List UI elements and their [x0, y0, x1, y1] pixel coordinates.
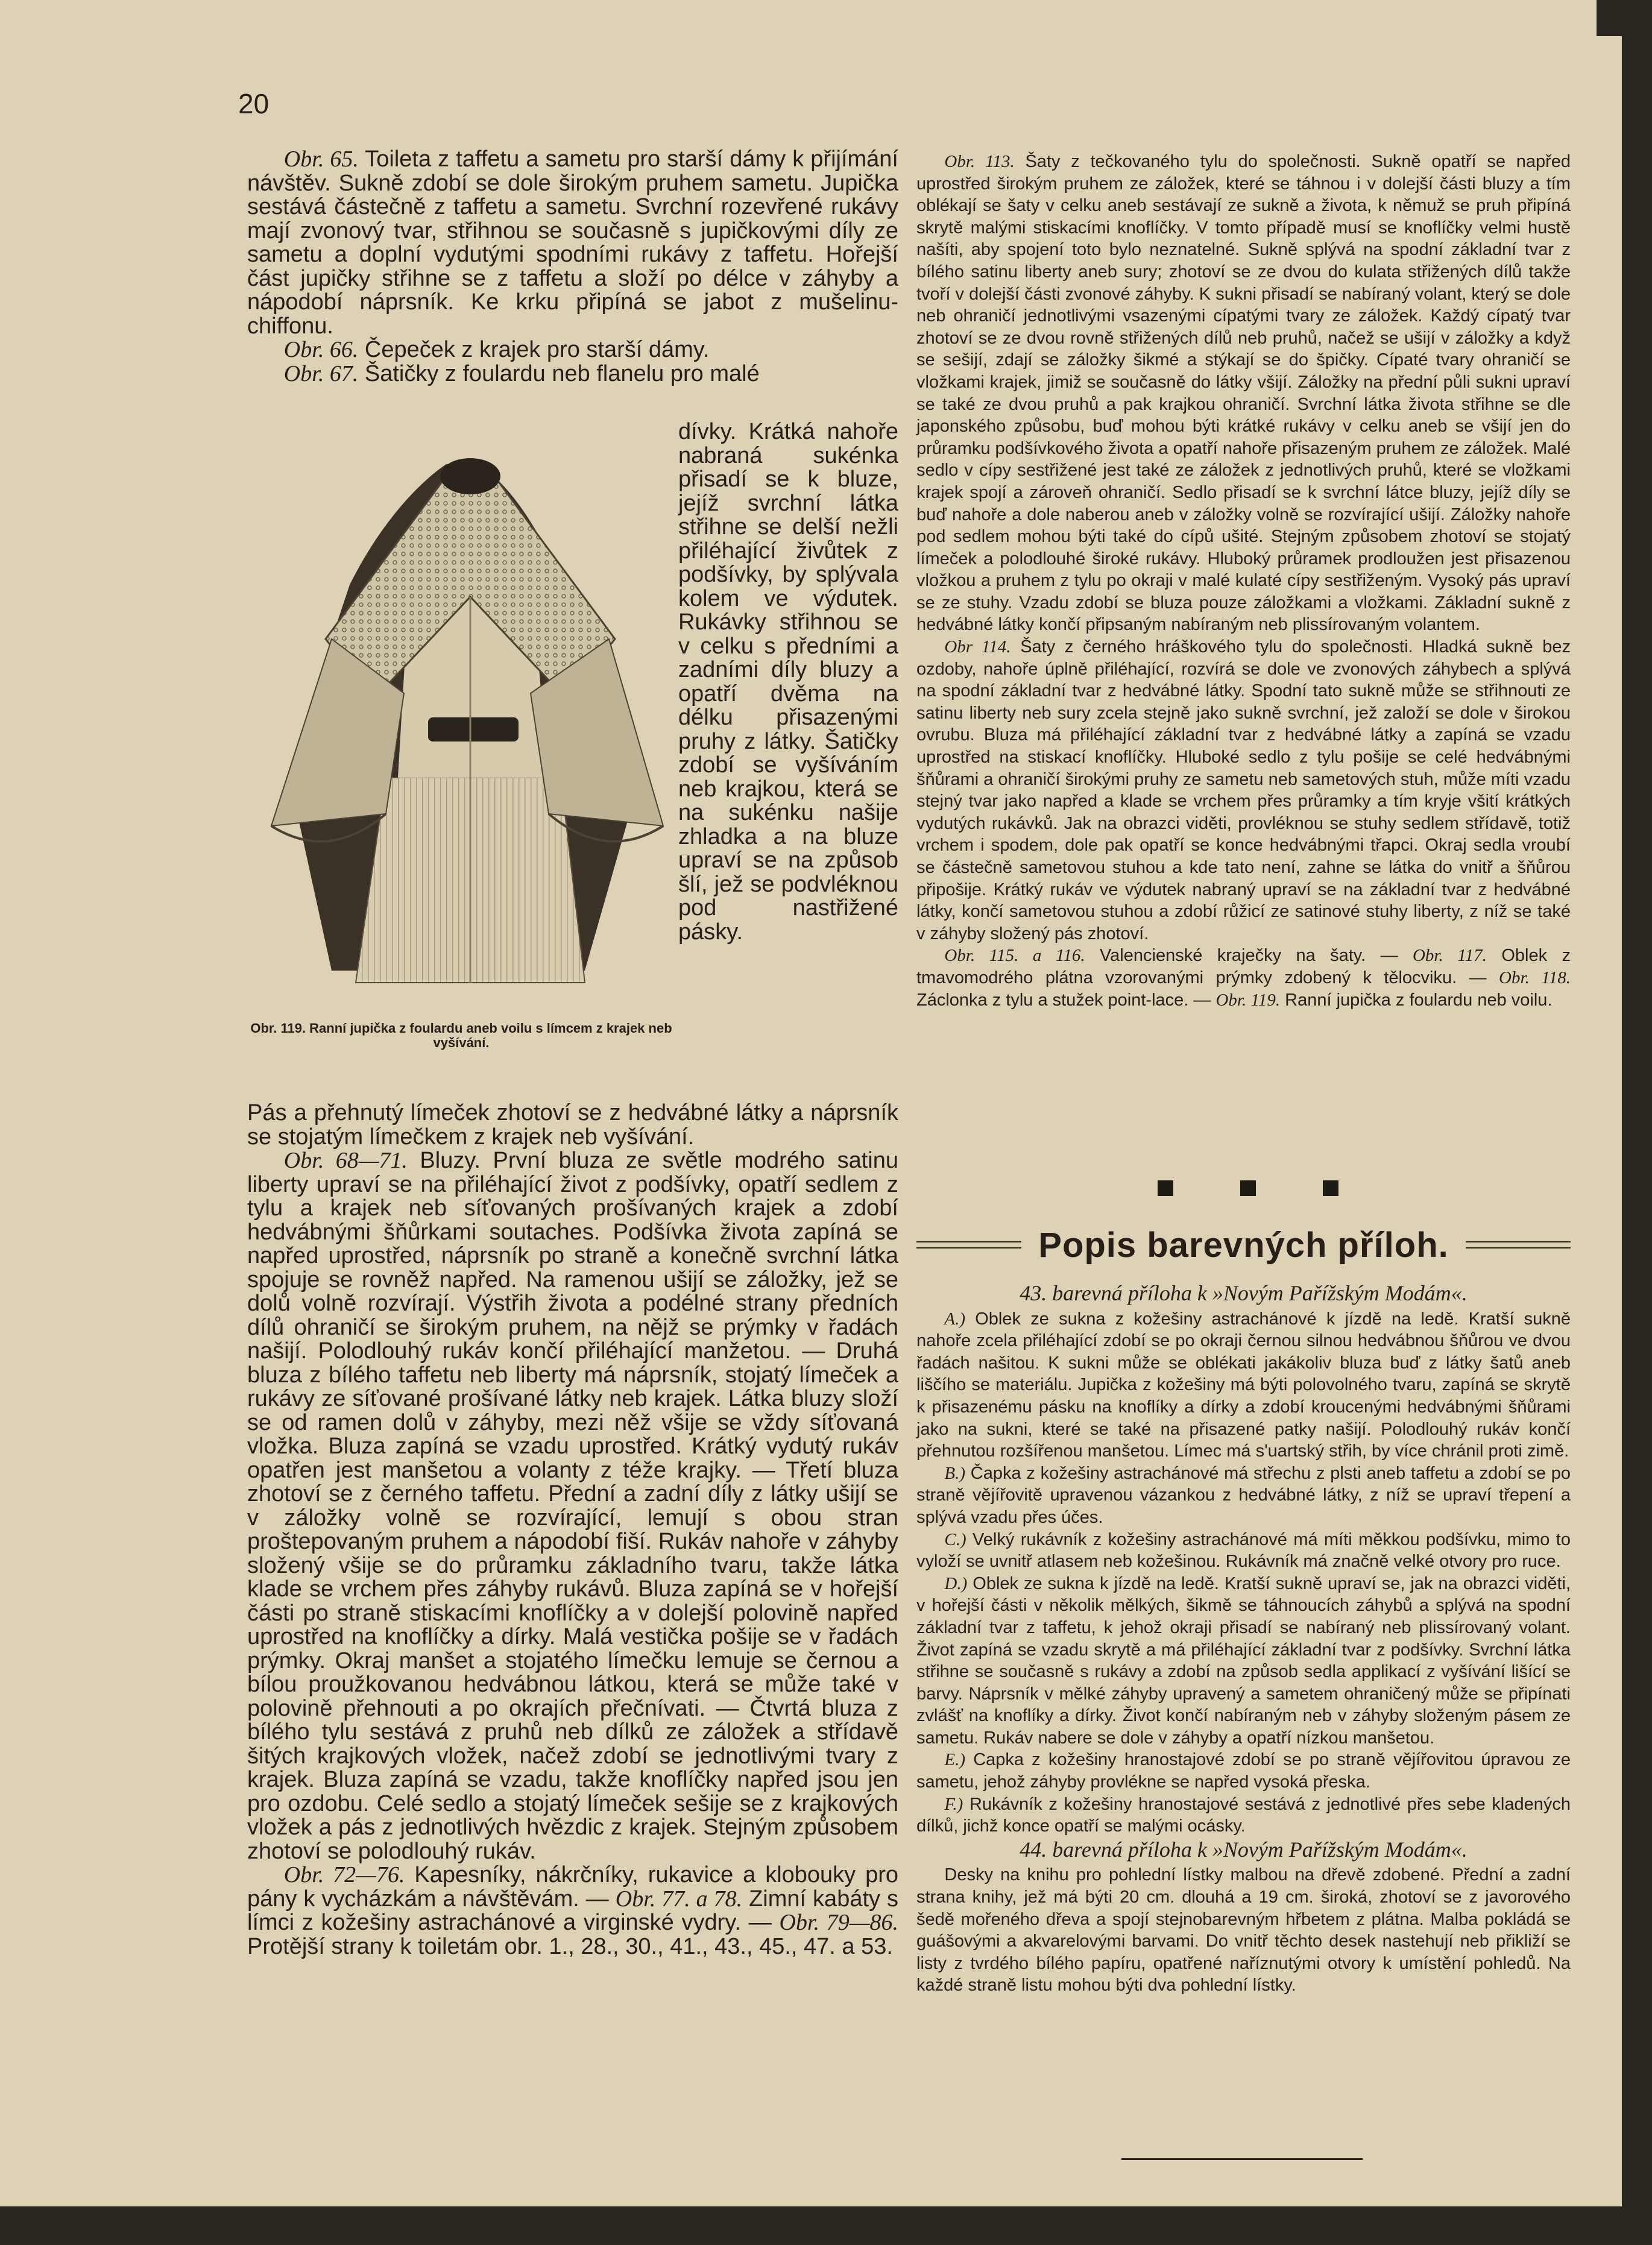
- figure-label: Obr. 119.: [1215, 990, 1281, 1010]
- left-column-bottom: [247, 1101, 898, 1959]
- ornament-square: [1240, 1180, 1256, 1196]
- item-label: C.): [944, 1529, 966, 1549]
- figure-label: Obr. 118.: [1499, 968, 1571, 987]
- item-label: E.): [944, 1750, 966, 1770]
- left-column-top: [247, 148, 898, 386]
- figure-label: Obr. 72—76.: [283, 1862, 405, 1888]
- paragraph-text: Desky na knihu pro pohlední lístky malbou na dřevě zdobené. Přední a zadní strana knihy, jež má býti 20 cm. dlouhá a 19 cm. široká, zhotoví se z javorového šedě mořeného dřeva a spojí stejnobarevným hřbetem z plátna. Malba pokládá se guášovými a akvarelovými barvami. Do vnitř těchto desek nastehují neb přikliží se listy z tvrdého bílého papíru, opatřené naříznutými otvory k umístění pohledů. Na každé straně listu mohou býti dva pohlední lístky.: [916, 1865, 1571, 1995]
- section-heading: [916, 1224, 1571, 1266]
- paragraph-text: Ranní jupička z foulardu neb voilu.: [1285, 990, 1553, 1010]
- paragraph-text: Záclonka z tylu a stužek point-lace. —: [916, 990, 1211, 1010]
- figure-wrap-text: dívky. Krátká nahoře nabraná sukénka přisadí se k bluze, jejíž svrchní látka střihne se delší nežli přiléhající živůtek z podšívky, by splývala kolem ve výdutek. Rukávky střihnou se v celku s předními a zadními díly bluzy a opatří dvěma na délku přisazenými pruhy z látky. Šatičky zdobí se vyšíváním neb krajkou, která se na sukénku našije zhladka a na bluze upraví se na způsob šlí, jež se podvléknou pod nastřižené pásky.: [678, 419, 898, 945]
- subsection-title: 44. barevná příloha k »Novým Pařížským Modám«.: [1020, 1837, 1468, 1862]
- heading-rule-left: [916, 1241, 1021, 1248]
- ornament-square: [1158, 1180, 1173, 1196]
- figure-label: Obr. 77. a 78.: [615, 1886, 743, 1912]
- paragraph-text: Oblek z tmavomodrého plátna vzorovanými prýmky zdobený k tělocviku. —: [916, 946, 1571, 987]
- illustration-figure: [247, 440, 675, 1067]
- paragraph-text: Protější strany k toiletám obr. 1., 28., 30., 41., 43., 45., 47. a 53.: [247, 1933, 893, 1959]
- item-label: B.): [944, 1463, 966, 1483]
- paragraph-text: Velký rukávník z kožešiny astrachánové má míti měkkou podšívku, mimo to vyloží se uvnitř atlasem neb kožešinou. Rukávník má značně velké otvory pro ruce.: [916, 1529, 1571, 1572]
- paragraph-text: Toileta z taffetu a sametu pro starší dámy k přijímání návštěv. Sukně zdobí se dole širokým pruhem sametu. Jupička sestává částečně z taffetu a sametu. Svrchní rozevřené rukávy mají zvonový tvar, střihnou se současně s jupičkovými díly ze sametu a doplní vydutými spodními rukávy z taffetu. Hořejší část jupičky střihne se z taffetu a složí po délce v záhyby a nápodobí náprsník. Ke krku připíná se jabot z mušelinu-chiffonu.: [247, 146, 898, 339]
- paragraph-text: Kapesníky, nákrčníky, rukavice a klobouky pro pány k vycházkám a návštěvám. —: [247, 1862, 898, 1912]
- paragraph-text: Čapka z kožešiny astrachánové má střechu z plsti aneb taffetu a zdobí se po straně vějířovitě upravenou vázankou z hedvábné látky, z níž se upraví třepení a splývá vzadu přes účes.: [916, 1463, 1571, 1527]
- item-label: A.): [944, 1309, 966, 1329]
- section-title: Popis barevných příloh.: [1038, 1225, 1449, 1265]
- figure-label: Obr. 67.: [283, 361, 359, 386]
- paragraph-text: Pás a přehnutý límeček zhotoví se z hedvábné látky a náprsník se stojatým límečkem z krajek neb vyšívání.: [247, 1100, 898, 1150]
- figure-caption: Obr. 119. Ranní jupička z foulardu aneb voilu s límcem z krajek neb vyšívání.: [250, 1021, 672, 1050]
- paragraph-text: Capka z kožešiny hranostajové zdobí se po straně vějířovitou úpravou ze sametu, jehož záhyby provlékne se napřed vysoká přeska.: [916, 1750, 1571, 1792]
- figure-label: Obr. 113.: [944, 152, 1015, 171]
- page-edge-shadow-top: [1597, 0, 1652, 36]
- paragraph-text: Oblek ze sukna k jízdě na ledě. Kratší sukně upraví se, jak na obrazci viděti, v hořejší části v několik mělkých, šikmě se táhnoucích záhybů a splývá na spodní základní tvar z taffetu, k jehož okraji přisadí se nabíraný neb plissírovaný volant. Život zapíná se vzadu skrytě a má přiléhající základní tvar z podšívky. Svrchní látka střihne se současně s rukávy a zdobí na způsob sedla applikací z vyšívání lišící se barvy. Náprsník v mělké záhyby upravený a sametem ohraničený může se připínati zvlášť na knoflíky a dírky. Život končí nabíraným neb v záhyby složeným pásem ze sametu. Rukáv nabere se dole v záhyby a opatří nízkou manšetou.: [916, 1573, 1571, 1748]
- paragraph-text: Bluzy. První bluza ze světle modrého satinu liberty upraví se na přiléhající život z podšívky, opatří sedlem z tylu a krajek neb síťovaných prošívaných krajek a zdobí hedvábnými šňůrkami soutaches. Podšívka života zapíná se napřed uprostřed, náprsník po straně a konečně svrchní látka spojuje se rovněž napřed. Na ramenou ušijí se záložky, jež se dolů volně rozvírají. Výstřih života a podélné strany předních dílů ohraničí se širokým pruhem, na nějž se prýmky v řadách našijí. Polodlouhý rukáv končí přiléhající manžetou. — Druhá bluza z bílého taffetu neb liberty má náprsník, stojatý límeček a rukávy ze síťované prošívané látky neb krajek. Látka bluzy složí se od ramen dolů v záhyby, mezi něž všije se vždy síťovaná vložka. Bluza zapíná se vzadu uprostřed. Krátký vydutý rukáv opatřen jest manšetou a volanty z téže krajky. — Třetí bluza zhotoví se z černého taffetu. Přední a zadní díly z látky ušijí se v záložky volně se rozvírající, lemují s obou stran proštepovaným pruhem a nápodobí fiší. Rukáv nahoře v záhyby složený všije se do průramku základního tvaru, takže látka klade se vrchem přes záhyby rukávů. Bluza zapíná se v hořejší části po straně stiskacími knoflíčky a v dolejší polovině napřed uprostřed na knoflíčky a dírky. Malá vestička pošije se v řadách prýmky. Okraj manšet a stojatého límečku lemuje se černou a bílou proužkovanou hedvábnou látkou, která se může také v polovině přehnouti a po okrajích přečnívati. — Čtvrtá bluza z bílého tylu sestává z pruhů neb dílků ze záložek a střídavě šitých krajkových vložek, načež zdobí se jednotlivými tvary z krajek. Bluza zapíná se vzadu, takže knoflíčky napřed jsou jen pro ozdobu. Celé sedlo a stojatý límeček sešije se z krajkových vložek a pás z jednotlivých hvězdic z krajek. Stejným způsobem zhotoví se polodlouhý rukáv.: [247, 1148, 898, 1864]
- page-edge-shadow-right: [1622, 0, 1652, 2245]
- paragraph-text: Valencienské kraječky na šaty. —: [1099, 946, 1398, 966]
- paragraph-text: Šatičky z foulardu neb flanelu pro malé: [364, 361, 760, 386]
- figure-label: Obr. 66.: [283, 337, 359, 362]
- figure-label: Obr. 65.: [283, 146, 359, 172]
- figure-label: Obr. 117.: [1412, 946, 1487, 966]
- paragraph-text: Šaty z černého hráškového tylu do společnosti. Hladká sukně bez ozdoby, nahoře úplně přiléhající, rozvírá se dole ve zvonových záhybech a splývá na spodní základní tvar z hedvábné látky. Spodní tato sukně může se střihnouti ze satinu liberty neb sury zcela stejně jako sukně svrchní, jež založí se dole v širokou ovrubu. Bluza má přiléhající základní tvar z hedvábné látky a zapíná se vzadu uprostřed na stiskací knoflíčky. Hluboké sedlo z tylu pošije se celé hedvábnými šňůrami a ohraničí širokými pruhy ze sametu neb sametových stuh, může míti vzadu stejný tvar jako napřed a klade se vrchem přes průramky a tím kryje všití krátkých vydutých rukávků. Jak na obrazci viděti, provléknou se stuhy sedlem střídavě, totiž vrchem i spodem, dole pak opatří se konce hedvábnými třapci. Okraj sedla vroubí se částečně sametovou stuhou a kde tato není, zahne se látka do vnitř a šňůrou připošije. Krátký rukáv ve výdutek nabraný upraví se na základní tvar z hedvábné látky, končí sametovou stuhou a zdobí růžicí ze satinové stuhy liberty, z níž se také v záhyby složený pás zhotoví.: [916, 637, 1571, 943]
- jacket-illustration: [247, 440, 675, 1019]
- figure-label: Obr. 79—86.: [779, 1910, 899, 1935]
- item-label: F.): [944, 1794, 963, 1814]
- ornament-square: [1323, 1180, 1338, 1196]
- section-ornament: [1158, 1180, 1338, 1198]
- subsection-title: 43. barevná příloha k »Novým Pařížským Modám«.: [1020, 1281, 1468, 1305]
- right-column-top: [916, 151, 1571, 1011]
- heading-rule-right: [1466, 1241, 1571, 1248]
- paragraph-text: Šaty z tečkovaného tylu do společnosti. Sukně opatří se napřed uprostřed širokým pruhem ze záložek, které se táhnou i v dolejší části bluzy a tím oblékají se šaty v celku aneb sestávají ze sukně a života, k němuž se pruh připíná skrytě malými stiskacími knoflíčky. V tomto případě musí se knoflíčky velmi hustě našíti, aby spojení toto bylo neznatelné. Sukně splývá na spodní základní tvar z bílého satinu liberty aneb sury; zhotoví se ze dvou do kulata střižených dílů takže tvoří v dolejší části zvonové záhyby. K sukni přisadí se nabíraný volant, který se dole neb ohraničí jednotlivými vsazenými cípatými tvary ze záložek. Každý cípatý tvar zhotoví se ze dvou rovně střižených dílů neb pruhů, načež se ušijí v záložky a když se sešijí, zdají se záložky šikmé a stýkají se do špičky. Cípaté tvary ohraničí se vložkami krajek, jimiž se současně do látky všijí. Záložky na přední půli sukni upraví se také ze dvou pruhů a pak krajkou ohraničí. Svrchní látka života střihne se dle japonského způsobu, buď mohou býti krátké rukávy v celku aneb se všijí jen do průramku podšívkového života a opatří nahoře přisazeným pruhem ze záložek. Malé sedlo v cípy sestřižené jest také ze záložek z jednotlivých pruhů, které se vložkami krajek spojí a zároveň ohraničí. Sedlo přisadí se k svrchní látce bluzy, jejíž díly se buď nahoře a dole naberou aneb v záložky volně se rozvírající ušijí. Záložky nahoře pod sedlem mohou býti také do cípů ušité. Stejným způsobem zhotoví se stojatý límeček a polodlouhé široké rukávy. Hluboký průramek prodloužen jest přisazenou vložkou a pruhem z tylu po okraji v malé kulaté cípy sestřiženým. Vysoký pás upraví se ze stuhy. Vzadu zdobí se bluza pouze záložkami a vložkami. Základní sukně z hedvábné látky končí připsaným nabíraným neb plissírovaným volantem.: [916, 152, 1571, 635]
- figure-label: Obr 114.: [944, 637, 1011, 657]
- right-column-bottom: [916, 1281, 1571, 1997]
- paragraph-text: Oblek ze sukna z kožešiny astrachánové k jízdě na ledě. Kratší sukně nahoře zcela přiléhající zdobí se po okraji černou silnou hedvábnou šňůrou ve dvou řadách našitou. K sukni může se oblékati jakákoliv bluza buď z látky šatů aneb liščího se materiálu. Jupička z kožešiny má býti polovolného tvaru, zapíná se skrytě k přisazenému pásku na knoflíky a dírky a zdobí kroucenými hedvábnými šňůrami jako na sukni, které se také na přisazené patky našijí. Polodlouhý rukáv končí přehnutou rozšířenou manšetou. Límec má s'uartský střih, by více chránil proti zimě.: [916, 1309, 1571, 1461]
- end-rule: [1121, 2158, 1363, 2160]
- paragraph-text: Rukávník z kožešiny hranostajové sestává z jednotlivé přes sebe kladených dílků, jichž konce opatří se malými ocásky.: [916, 1794, 1571, 1836]
- page-number: 20: [238, 88, 270, 119]
- paragraph-text: Zimní kabáty s límci z kožešiny astrachánové a virginské vydry. —: [247, 1886, 898, 1935]
- item-label: D.): [944, 1573, 968, 1593]
- page-edge-shadow-bottom: [0, 2206, 1652, 2245]
- figure-label: Obr. 68—71.: [283, 1148, 408, 1173]
- figure-label: Obr. 115. a 116.: [944, 946, 1085, 966]
- paragraph-text: Čepeček z krajek pro starší dámy.: [364, 337, 710, 362]
